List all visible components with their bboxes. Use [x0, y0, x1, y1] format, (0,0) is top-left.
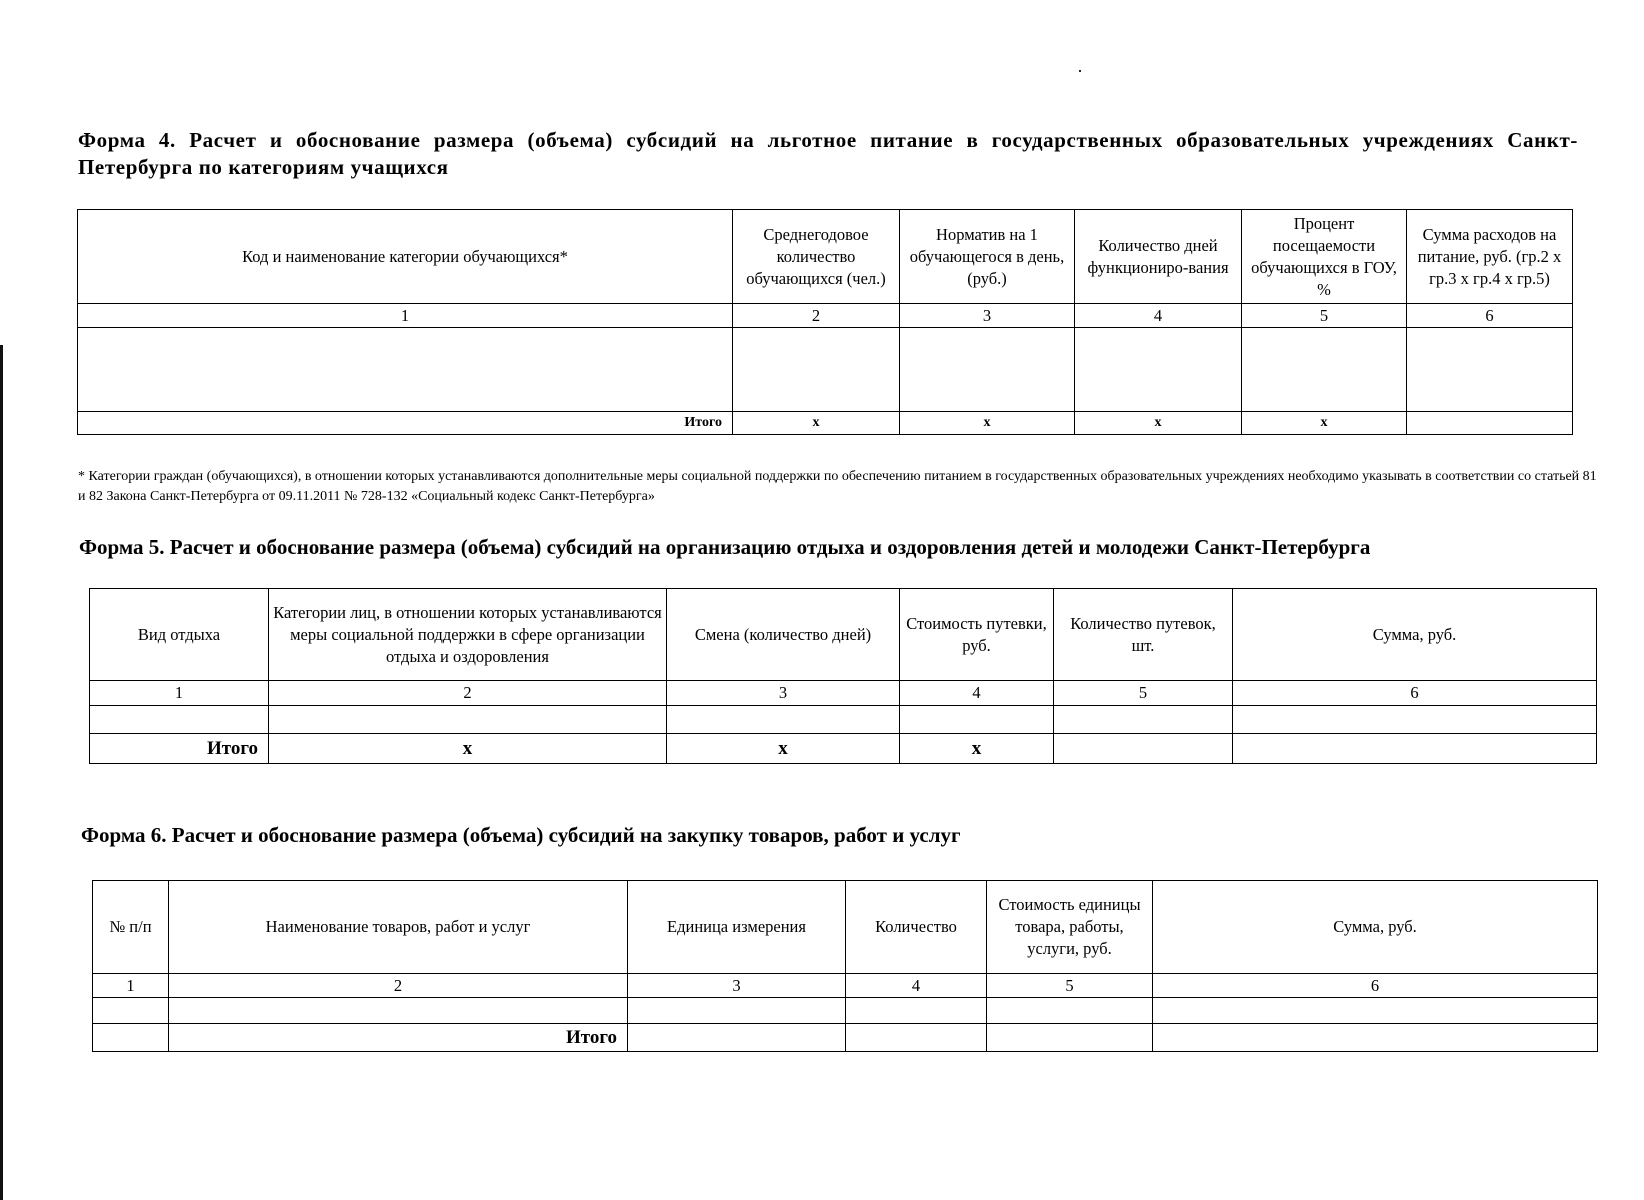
- total-cell: [93, 1024, 169, 1052]
- total-cell: х: [900, 734, 1054, 764]
- table-row: [90, 706, 1597, 734]
- header-cell: Количество дней функциониро-вания: [1075, 210, 1242, 304]
- total-row: [90, 734, 1597, 764]
- column-number: 5: [987, 974, 1153, 998]
- total-row: [78, 412, 1573, 435]
- total-cell: х: [900, 412, 1075, 435]
- empty-cell: [1075, 328, 1242, 412]
- form4-title: Форма 4. Расчет и обоснование размера (объема) субсидий на льготное питание в государственных образовательных учреждениях Санкт-Петербурга по категориям учащихся: [78, 128, 1578, 179]
- header-cell: Наименование товаров, работ и услуг: [169, 881, 628, 974]
- column-number: 5: [1242, 304, 1407, 328]
- column-number: 4: [1075, 304, 1242, 328]
- column-number: 3: [628, 974, 846, 998]
- column-number: 6: [1233, 681, 1597, 706]
- total-cell: [1153, 1024, 1598, 1052]
- total-cell: х: [667, 734, 900, 764]
- column-number: 4: [846, 974, 987, 998]
- header-cell: Норматив на 1 обучающегося в день, (руб.): [900, 210, 1075, 304]
- column-number: 1: [93, 974, 169, 998]
- header-cell: Среднегодовое количество обучающихся (чел.): [733, 210, 900, 304]
- empty-cell: [269, 706, 667, 734]
- column-number: 1: [78, 304, 733, 328]
- table-header-row: [78, 210, 1573, 304]
- header-cell: Вид отдыха: [90, 589, 269, 681]
- header-cell: Категории лиц, в отношении которых устанавливаются меры социальной поддержки в сфере организации отдыха и оздоровления: [269, 589, 667, 681]
- total-cell: [846, 1024, 987, 1052]
- column-number-row: [78, 304, 1573, 328]
- empty-cell: [90, 706, 269, 734]
- total-cell: [628, 1024, 846, 1052]
- empty-cell: [987, 998, 1153, 1024]
- header-cell: Сумма расходов на питание, руб. (гр.2 х гр.3 х гр.4 х гр.5): [1407, 210, 1573, 304]
- empty-cell: [628, 998, 846, 1024]
- column-number: 1: [90, 681, 269, 706]
- header-cell: Код и наименование категории обучающихся*: [78, 210, 733, 304]
- form6-table: [92, 880, 1598, 1052]
- scan-left-edge: [0, 345, 3, 1200]
- table-row: [93, 998, 1598, 1024]
- header-cell: Стоимость путевки, руб.: [900, 589, 1054, 681]
- form5-table: [89, 588, 1597, 764]
- empty-cell: [900, 706, 1054, 734]
- column-number: 2: [169, 974, 628, 998]
- total-cell: [987, 1024, 1153, 1052]
- header-cell: № п/п: [93, 881, 169, 974]
- total-cell: х: [1242, 412, 1407, 435]
- header-cell: Смена (количество дней): [667, 589, 900, 681]
- total-label: Итого: [78, 412, 733, 435]
- column-number: 3: [667, 681, 900, 706]
- total-cell: х: [269, 734, 667, 764]
- header-cell: Сумма, руб.: [1153, 881, 1598, 974]
- total-cell: [1233, 734, 1597, 764]
- empty-cell: [1054, 706, 1233, 734]
- column-number: 6: [1153, 974, 1598, 998]
- header-cell: Сумма, руб.: [1233, 589, 1597, 681]
- total-cell: [1054, 734, 1233, 764]
- total-cell: х: [733, 412, 900, 435]
- header-cell: Количество путевок, шт.: [1054, 589, 1233, 681]
- column-number: 6: [1407, 304, 1573, 328]
- header-cell: Количество: [846, 881, 987, 974]
- empty-cell: [1153, 998, 1598, 1024]
- header-cell: Процент посещаемости обучающихся в ГОУ, %: [1242, 210, 1407, 304]
- total-label: Итого: [169, 1024, 628, 1052]
- footnote: * Категории граждан (обучающихся), в отношении которых устанавливаются дополнительные меры социальной поддержки по обеспечению питанием в государственных образовательных учреждениях необходимо указывать в соответствии со статьей 81 и 82 Закона Санкт-Петербурга от 09.11.2011 № 728-132 «Социальный кодекс Санкт-Петербурга»: [78, 469, 1597, 504]
- table-row: [78, 328, 1573, 412]
- table-header-row: [90, 589, 1597, 681]
- empty-cell: [1407, 328, 1573, 412]
- column-number-row: [93, 974, 1598, 998]
- total-label: Итого: [90, 734, 269, 764]
- table-header-row: [93, 881, 1598, 974]
- empty-cell: [169, 998, 628, 1024]
- empty-cell: [846, 998, 987, 1024]
- total-row: [93, 1024, 1598, 1052]
- form5-title: Форма 5. Расчет и обоснование размера (объема) субсидий на организацию отдыха и оздоровления детей и молодежи Санкт-Петербурга: [79, 535, 1371, 559]
- column-number-row: [90, 681, 1597, 706]
- column-number: 5: [1054, 681, 1233, 706]
- column-number: 2: [733, 304, 900, 328]
- empty-cell: [78, 328, 733, 412]
- empty-cell: [667, 706, 900, 734]
- scan-speck: [1079, 70, 1081, 72]
- form6-title: Форма 6. Расчет и обоснование размера (объема) субсидий на закупку товаров, работ и услуг: [81, 823, 961, 847]
- empty-cell: [1242, 328, 1407, 412]
- header-cell: Стоимость единицы товара, работы, услуги, руб.: [987, 881, 1153, 974]
- empty-cell: [733, 328, 900, 412]
- empty-cell: [1233, 706, 1597, 734]
- column-number: 2: [269, 681, 667, 706]
- empty-cell: [93, 998, 169, 1024]
- form4-table: [77, 209, 1573, 435]
- header-cell: Единица измерения: [628, 881, 846, 974]
- column-number: 3: [900, 304, 1075, 328]
- column-number: 4: [900, 681, 1054, 706]
- empty-cell: [900, 328, 1075, 412]
- total-cell: [1407, 412, 1573, 435]
- total-cell: х: [1075, 412, 1242, 435]
